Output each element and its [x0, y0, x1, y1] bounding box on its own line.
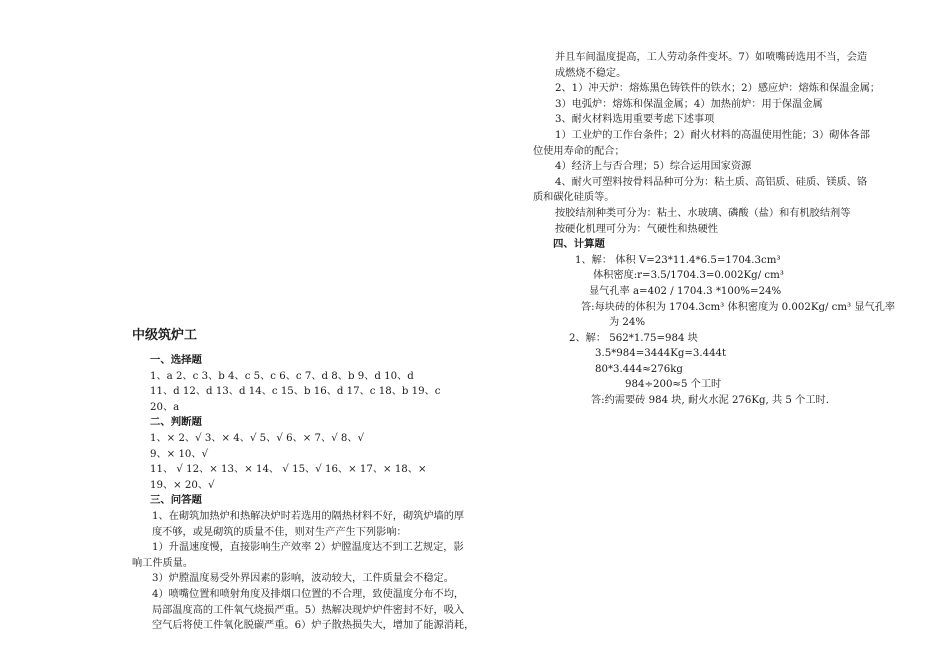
- section-heading: 四、计算题: [553, 238, 605, 251]
- text-line: 1）升温速度慢，直接影响生产效率 2）炉膛温度达不到工艺规定，影: [152, 542, 464, 554]
- text-line: 11、d 12、d 13、d 14、c 15、b 16、d 17、c 18、b 19、c: [150, 386, 441, 398]
- text-line: 9、× 10、√: [150, 448, 209, 460]
- text-line: 局部温度高的工件氧气烧损严重。5）热解决现炉炉件密封不好，吸入: [152, 604, 465, 616]
- text-line: 1、解： 体积 V=23*11.4*6.5=1704.3cm³: [575, 254, 781, 266]
- text-line: 19、× 20、√: [150, 479, 215, 491]
- left-column: [132, 325, 512, 634]
- section-heading: 二、判断题: [150, 416, 202, 429]
- text-line: 2、解： 562*1.75=984 块: [569, 332, 698, 344]
- text-line: 质和碳化硅质等。: [533, 192, 615, 204]
- text-line: 3）电弧炉：熔炼和保温金属；4）加热前炉：用于保温金属: [555, 98, 823, 110]
- text-line: 20、a: [150, 401, 180, 413]
- section-heading: 三、问答题: [150, 494, 202, 507]
- text-line: 成燃烧不稳定。: [555, 67, 627, 79]
- left-text-block: [132, 353, 512, 634]
- text-line: 1）工业炉的工作台条件；2）耐火材料的高温使用性能；3）砌体各部: [555, 129, 870, 141]
- document-title: 中级筑炉工: [132, 328, 198, 343]
- text-line: 3.5*984=3444Kg=3.444t: [595, 348, 727, 360]
- text-line: 11、 √ 12、× 13、× 14、 √ 15、√ 16、× 17、× 18、×: [150, 464, 427, 476]
- text-line: 4）经济上与否合理；5）综合运用国家资源: [555, 161, 752, 173]
- text-line: 为 24%: [609, 317, 646, 329]
- text-line: 体积密度:r=3.5/1704.3=0.002Kg/ cm³: [593, 270, 784, 282]
- text-line: 答:每块砖的体积为 1704.3cm³ 体积密度为 0.002Kg/ cm³ 显气孔率: [581, 301, 896, 313]
- text-line: 80*3.444≈276kg: [595, 363, 683, 375]
- text-line: 4）喷嘴位置和喷射角度及排烟口位置的不合理，致使温度分布不均，: [152, 588, 465, 600]
- text-line: 按胶结剂种类可分为：粘土、水玻璃、磷酸（盐）和有机胶结剂等: [555, 207, 851, 219]
- text-line: 并且车间温度提高，工人劳动条件变坏。7）如喷嘴砖选用不当，会造: [555, 52, 868, 63]
- text-line: 984÷200≈5 个工时: [625, 379, 722, 391]
- text-line: 3、耐火材料选用重要考虑下述事项: [555, 114, 715, 126]
- right-text-block: [533, 50, 933, 409]
- text-line: 1、在砌筑加热炉和热解决炉时若选用的隔热材料不好，砌筑炉墙的厚: [152, 510, 465, 522]
- text-line: 4、耐火可塑料按骨料品种可分为：粘土质、高铝质、硅质、镁质、铬: [555, 176, 868, 188]
- section-heading: 一、选择题: [150, 354, 202, 366]
- text-line: 位使用寿命的配合；: [533, 145, 625, 157]
- text-line: 空气后将使工件氧化脱碳严重。6）炉子散热损失大，增加了能源消耗，: [152, 620, 475, 632]
- text-line: 响工件质量。: [132, 557, 194, 569]
- text-line: 度不够，或晃砌筑的质量不佳，则对生产产生下列影响：: [152, 526, 407, 538]
- text-line: 3）炉膛温度易受外界因素的影响，波动较大，工件质量会不稳定。: [152, 573, 454, 585]
- text-line: 2、1）冲天炉：熔炼黑色铸铁件的铁水；2）感应炉：熔炼和保温金属；: [555, 83, 881, 95]
- text-line: 显气孔率 a=402 / 1704.3 *100%=24%: [589, 285, 782, 297]
- text-line: 答:约需要砖 984 块, 耐火水泥 276Kg, 共 5 个工时.: [591, 395, 829, 407]
- text-line: 1、× 2、√ 3、× 4、√ 5、√ 6、× 7、√ 8、√: [150, 432, 365, 444]
- text-line: 按硬化机理可分为：气硬性和热硬性: [555, 223, 718, 235]
- text-line: 1、a 2、c 3、b 4、c 5、c 6、c 7、d 8、b 9、d 10、d: [150, 370, 414, 382]
- right-column: [533, 50, 933, 409]
